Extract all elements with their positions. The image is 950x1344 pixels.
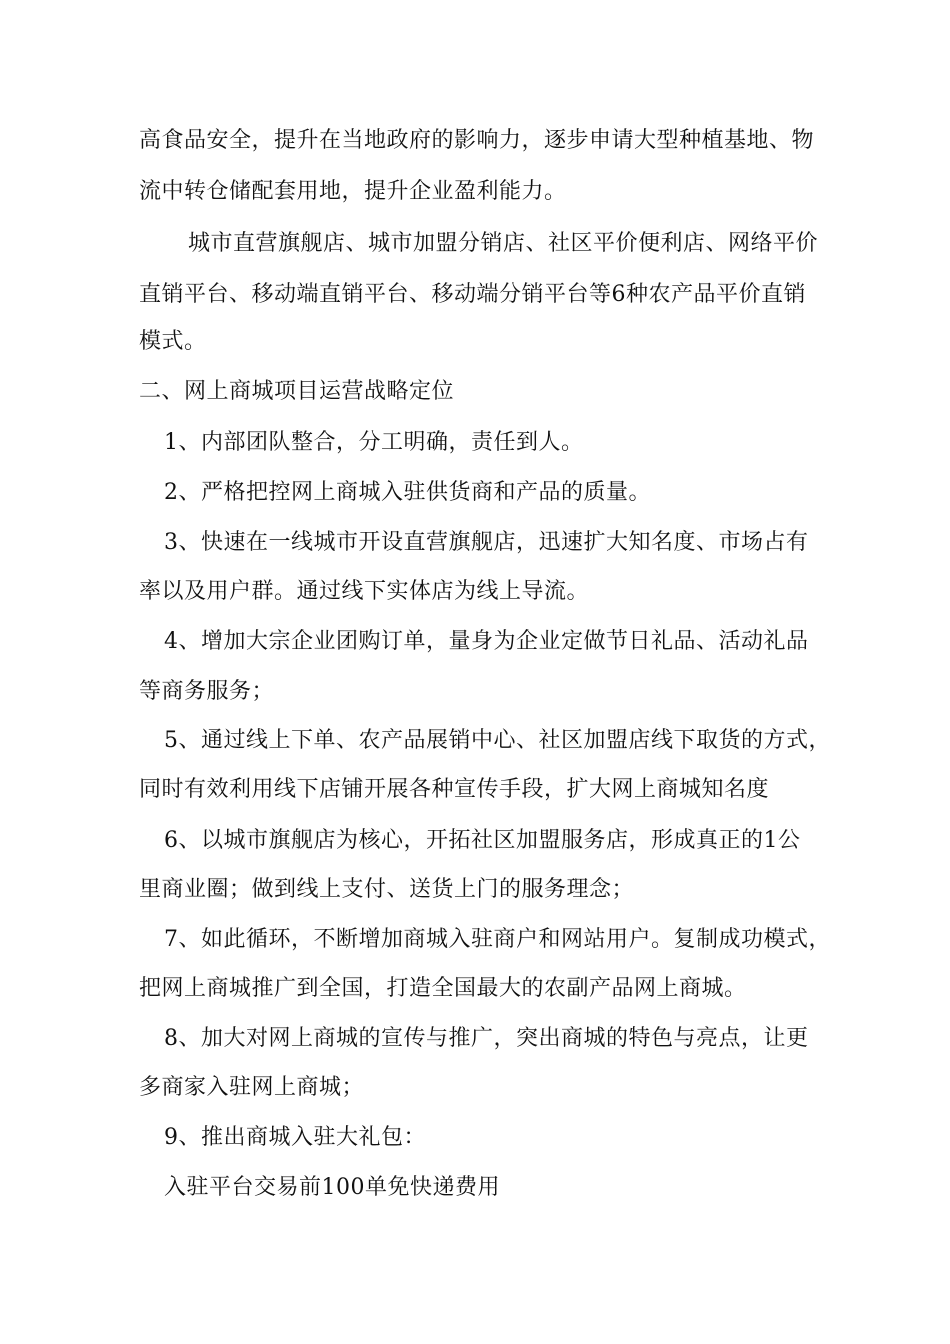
list-item: 5、通过线上下单、农产品展销中心、社区加盟店线下取货的方式， bbox=[164, 728, 831, 753]
list-item: 1、内部团队整合，分工明确，责任到人。 bbox=[164, 430, 584, 455]
list-item-continuation: 多商家入驻网上商城； bbox=[139, 1075, 365, 1100]
list-item-continuation: 把网上商城推广到全国，打造全国最大的农副产品网上商城。 bbox=[139, 976, 747, 1001]
paragraph-line: 流中转仓储配套用地，提升企业盈利能力。 bbox=[139, 179, 567, 204]
paragraph-line: 入驻平台交易前100单免快递费用 bbox=[164, 1175, 500, 1200]
list-item: 7、如此循环，不断增加商城入驻商户和网站用户。复制成功模式， bbox=[164, 927, 831, 952]
list-item: 4、增加大宗企业团购订单，量身为企业定做节日礼品、活动礼品 bbox=[164, 629, 809, 654]
list-item-continuation: 同时有效利用线下店铺开展各种宣传手段，扩大网上商城知名度 bbox=[139, 777, 770, 802]
list-item: 8、加大对网上商城的宣传与推广，突出商城的特色与亮点，让更 bbox=[164, 1026, 809, 1051]
list-item-continuation: 率以及用户群。通过线下实体店为线上导流。 bbox=[139, 579, 590, 604]
list-item: 3、快速在一线城市开设直营旗舰店，迅速扩大知名度、市场占有 bbox=[164, 530, 809, 555]
list-item: 6、以城市旗舰店为核心，开拓社区加盟服务店，形成真正的1公 bbox=[164, 828, 801, 853]
paragraph-line: 模式。 bbox=[139, 329, 207, 354]
list-item: 2、严格把控网上商城入驻供货商和产品的质量。 bbox=[164, 480, 651, 505]
paragraph-line: 高食品安全，提升在当地政府的影响力，逐步申请大型种植基地、物 bbox=[139, 128, 815, 153]
list-item-continuation: 等商务服务； bbox=[139, 679, 275, 704]
section-heading: 二、网上商城项目运营战略定位 bbox=[139, 379, 455, 404]
list-item-continuation: 里商业圈；做到线上支付、送货上门的服务理念； bbox=[139, 877, 635, 902]
list-item: 9、推出商城入驻大礼包： bbox=[164, 1125, 426, 1150]
paragraph-line: 直销平台、移动端直销平台、移动端分销平台等6种农产品平价直销 bbox=[139, 282, 806, 307]
paragraph-line: 城市直营旗舰店、城市加盟分销店、社区平价便利店、网络平价 bbox=[188, 231, 819, 256]
